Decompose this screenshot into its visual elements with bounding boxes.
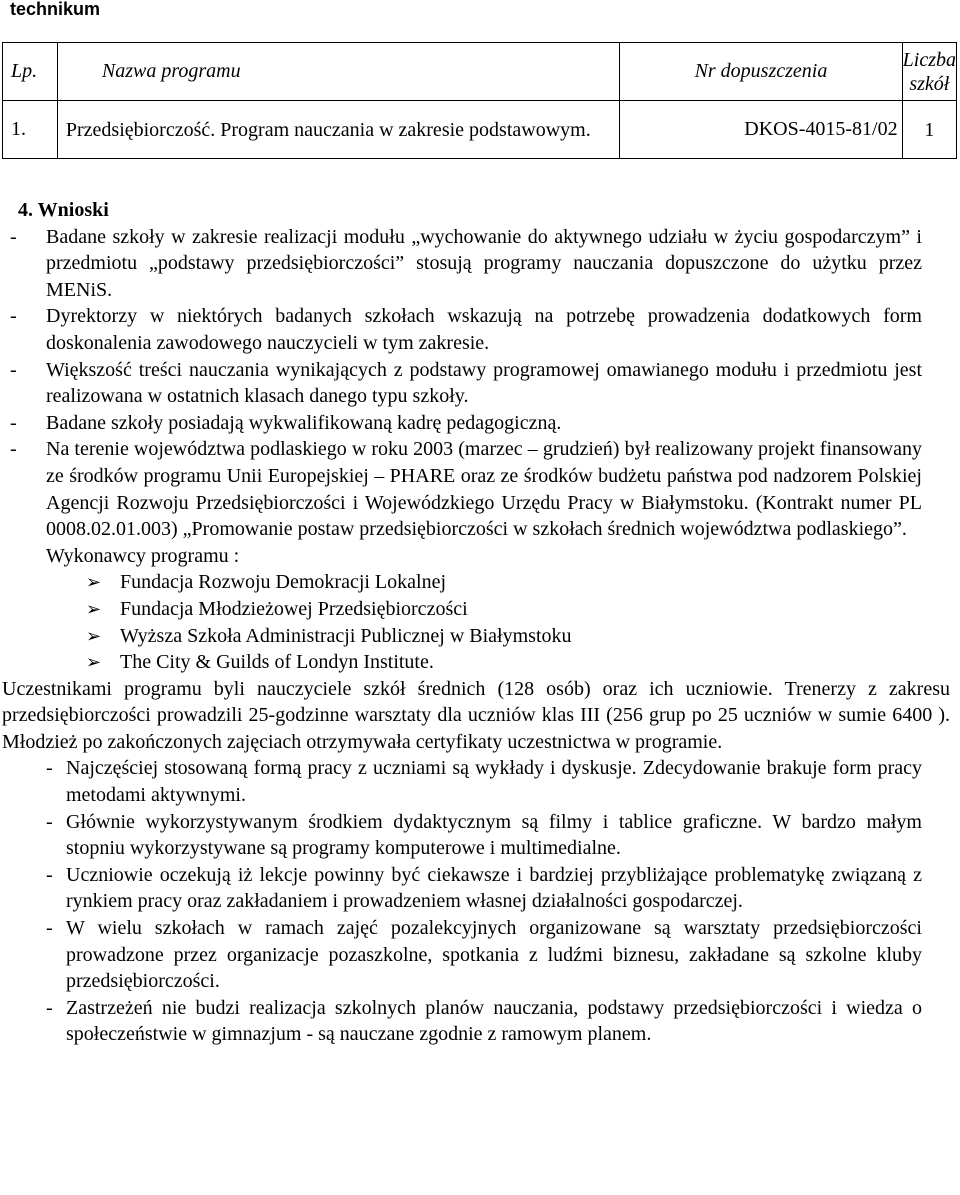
- finding-item: - W wielu szkołach w ramach zajęć pozalekcyjnych organizowane są warsztaty przedsiębiorczości prowadzone przez organizacje pozaszkolne, spotkania z ludźmi biznesu, zakładane są szkolne kluby przedsiębiorczości.: [46, 917, 922, 993]
- list-item: - Badane szkoły posiadają wykwalifikowaną kadrę pedagogiczną.: [10, 411, 562, 434]
- contractor-text: Fundacja Rozwoju Demokracji Lokalnej: [120, 571, 447, 594]
- finding-item: - Zastrzeżeń nie budzi realizacja szkolnych planów nauczania, podstawy przedsiębiorczości i wiedza o społeczeństwie w gimnazjum - są nauczane zgodnie z ramowym planem.: [46, 996, 922, 1046]
- contractor-text: Fundacja Młodzieżowej Przedsiębiorczości: [120, 597, 468, 620]
- arrow-bullet-icon: ➢: [86, 598, 102, 619]
- list-item-text: Większość treści nauczania wynikających z podstawy programowej omawianego modułu i przedmiotu jest realizowana w ostatnich klasach danego typu szkoły.: [46, 358, 922, 408]
- finding-text: Głównie wykorzystywanym środkiem dydaktycznym są filmy i tablice graficzne. W bardzo małym stopniu wykorzystywane są programy komputerowe i multimedialne.: [66, 810, 922, 860]
- header-name: Nazwa programu: [57, 43, 619, 101]
- contractor-item: [10, 623, 922, 650]
- participants-paragraph: Uczestnikami programu byli nauczyciele szkół średnich (128 osób) oraz ich uczniowie. Trenerzy z zakresu przedsiębiorczości prowadzili 25-godzinne warsztaty dla uczniów klas III (256 grup po 25 uczniów w sumie 6400 ). Młodzież po zakończonych zajęciach otrzymywała certyfikaty uczestnictwa w programie.: [2, 677, 950, 753]
- conclusions-section: [2, 197, 950, 1048]
- header-nr: Nr dopuszczenia: [620, 43, 902, 101]
- finding-text: Najczęściej stosowaną formą pracy z uczniami są wykłady i dyskusje. Zdecydowanie brakuje form pracy metodami aktywnymi.: [66, 757, 922, 807]
- finding-text: Uczniowie oczekują iż lekcje powinny być ciekawsze i bardziej przybliżające problematykę związaną z rynkiem pracy oraz zakładaniem i prowadzeniem własnej działalności gospodarczej.: [66, 863, 922, 913]
- contractor-text: Wyższa Szkoła Administracji Publicznej w Białymstoku: [120, 624, 572, 647]
- contractors-label: Wykonawcy programu :: [46, 544, 240, 567]
- table-header-row: [3, 43, 957, 101]
- arrow-bullet-icon: ➢: [86, 652, 102, 673]
- program-table: [2, 42, 957, 159]
- contractor-item: [10, 649, 922, 676]
- section-title: 4. Wnioski: [18, 199, 109, 221]
- header-lp: Lp.: [3, 43, 58, 101]
- list-item-text: Na terenie województwa podlaskiego w roku 2003 (marzec – grudzień) był realizowany projekt finansowany ze środków programu Unii Europejskiej – PHARE oraz ze środków budżetu państwa pod nadzorem Polskiej Agencji Rozwoju Przedsiębiorczości i Wojewódzkiego Urzędu Pracy w Białymstoku. (Kontrakt numer PL 0008.02.01.003) „Promowanie postaw przedsiębiorczości w szkołach średnich województwa podlaskiego”.: [46, 438, 922, 541]
- finding-text: W wielu szkołach w ramach zajęć pozalekcyjnych organizowane są warsztaty przedsiębiorczości prowadzone przez organizacje pozaszkolne, spotkania z ludźmi biznesu, zakładane są szkolne kluby przedsiębiorczości.: [66, 917, 922, 993]
- arrow-bullet-icon: ➢: [86, 625, 102, 646]
- header-count: Liczba szkół: [902, 43, 956, 101]
- row-count: 1: [902, 101, 956, 159]
- finding-item: - Głównie wykorzystywanym środkiem dydaktycznym są filmy i tablice graficzne. W bardzo małym stopniu wykorzystywane są programy komputerowe i multimedialne.: [46, 810, 922, 860]
- finding-text: Zastrzeżeń nie budzi realizacja szkolnych planów nauczania, podstawy przedsiębiorczości i wiedza o społeczeństwie w gimnazjum - są nauczane zgodnie z ramowym planem.: [66, 996, 922, 1046]
- contractor-text: The City & Guilds of Londyn Institute.: [120, 651, 434, 674]
- finding-item: - Najczęściej stosowaną formą pracy z uczniami są wykłady i dyskusje. Zdecydowanie brakuje form pracy metodami aktywnymi.: [46, 757, 922, 807]
- list-item: - Dyrektorzy w niektórych badanych szkołach wskazują na potrzebę prowadzenia dodatkowych form doskonalenia zawodowego nauczycieli w tym zakresie.: [10, 305, 922, 354]
- arrow-bullet-icon: ➢: [86, 572, 102, 593]
- row-name: Przedsiębiorczość. Program nauczania w zakresie podstawowym.: [57, 101, 619, 159]
- contractor-item: [10, 596, 922, 623]
- row-lp: 1.: [3, 101, 58, 159]
- page-fragment-heading: technikum: [10, 0, 101, 19]
- list-item: - Większość treści nauczania wynikających z podstawy programowej omawianego modułu i przedmiotu jest realizowana w ostatnich klasach danego typu szkoły.: [10, 358, 922, 408]
- contractor-item: [10, 569, 922, 596]
- finding-item: - Uczniowie oczekują iż lekcje powinny być ciekawsze i bardziej przybliżające problematykę związaną z rynkiem pracy oraz zakładaniem i prowadzeniem własnej działalności gospodarczej.: [46, 863, 922, 913]
- list-item-text: Dyrektorzy w niektórych badanych szkołach wskazują na potrzebę prowadzenia dodatkowych form doskonalenia zawodowego nauczycieli w tym zakresie.: [46, 305, 922, 354]
- list-item-text: Badane szkoły w zakresie realizacji modułu „wychowanie do aktywnego udziału w życiu gospodarczym” i przedmiotu „podstawy przedsiębiorczości” stosują programy nauczania dopuszczone do użytku przez MENiS.: [46, 225, 922, 301]
- list-item: - Na terenie województwa podlaskiego w roku 2003 (marzec – grudzień) był realizowany projekt finansowany ze środków programu Unii Europejskiej – PHARE oraz ze środków budżetu państwa pod nadzorem Polskiej Agencji Rozwoju Przedsiębiorczości i Wojewódzkiego Urzędu Pracy w Białymstoku. (Kontrakt numer PL 0008.02.01.003) „Promowanie postaw przedsiębiorczości w szkołach średnich województwa podlaskiego”.: [10, 438, 922, 541]
- list-item: - Badane szkoły w zakresie realizacji modułu „wychowanie do aktywnego udziału w życiu gospodarczym” i przedmiotu „podstawy przedsiębiorczości” stosują programy nauczania dopuszczone do użytku przez MENiS.: [10, 225, 922, 301]
- table-row: [3, 101, 957, 159]
- row-nr: DKOS-4015-81/02: [620, 101, 902, 159]
- list-item-text: Badane szkoły posiadają wykwalifikowaną kadrę pedagogiczną.: [46, 411, 562, 434]
